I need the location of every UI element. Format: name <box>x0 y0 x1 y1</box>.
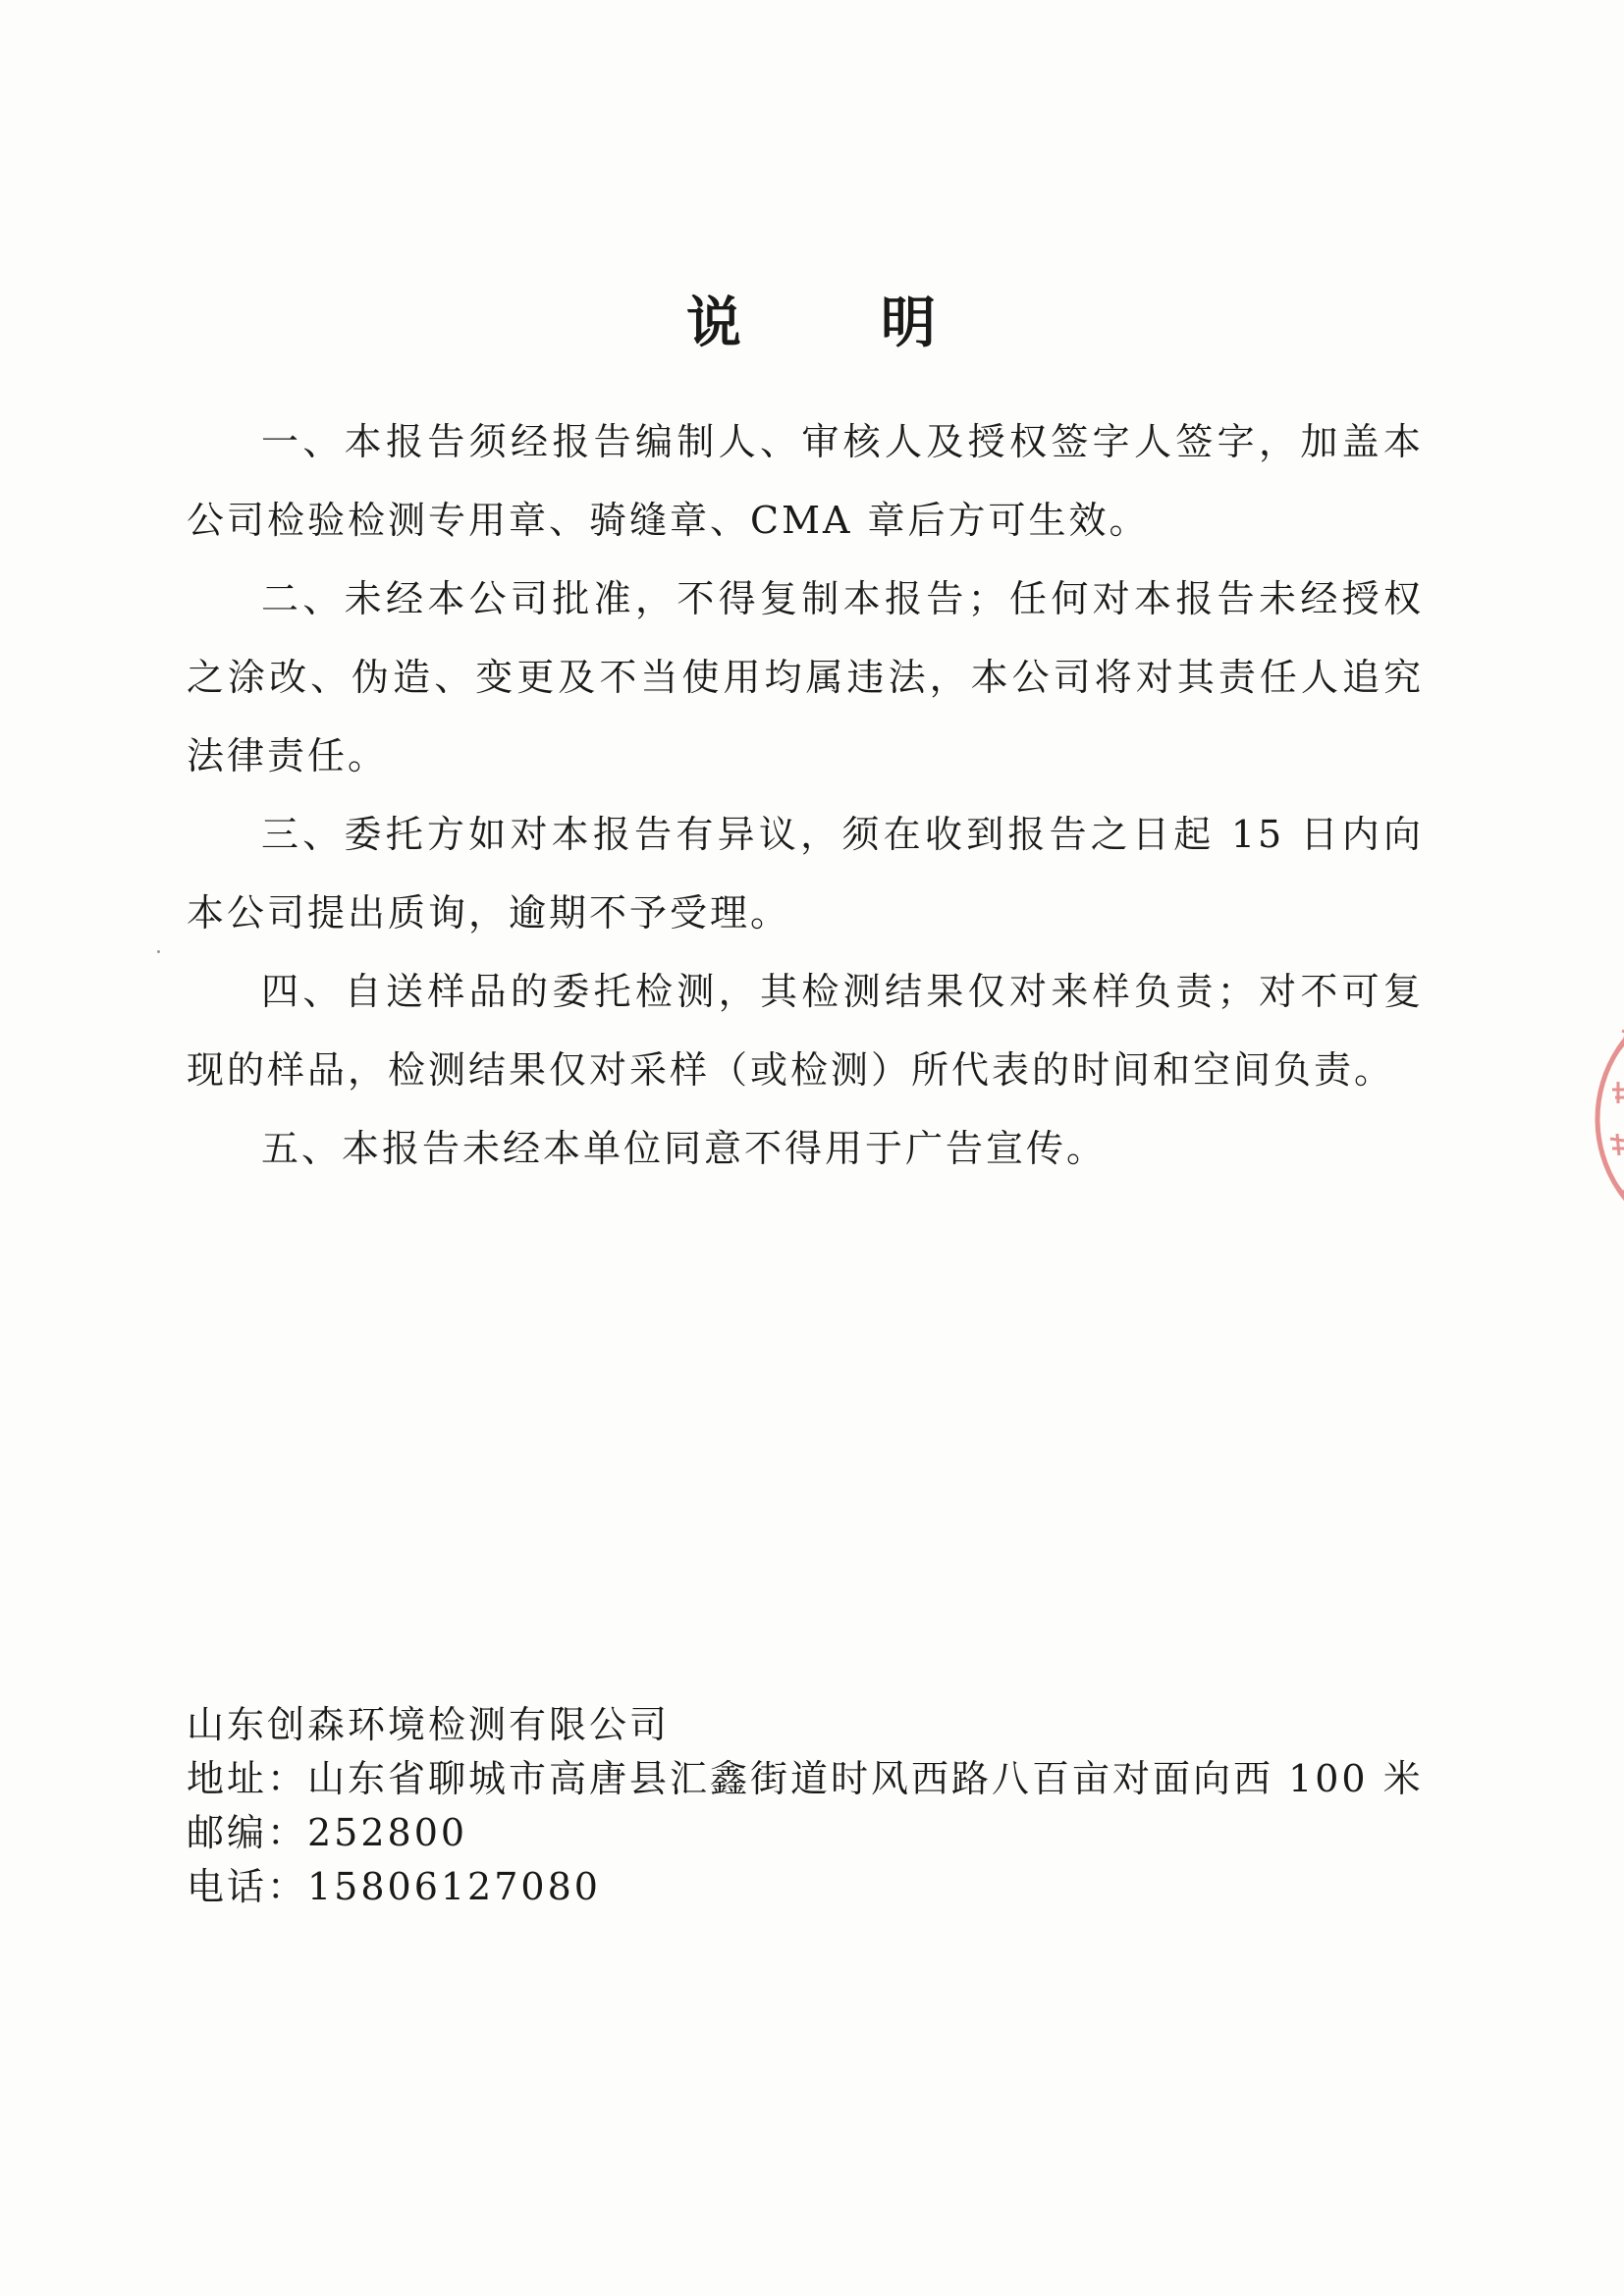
company-address: 地址：山东省聊城市高唐县汇鑫街道时风西路八百亩对面向西 100 米 <box>187 1757 1424 1800</box>
page-title <box>0 280 1624 358</box>
company-info <box>187 1698 1463 1914</box>
partial-seal-stamp <box>1583 991 1624 1247</box>
clause-1: 一、本报告须经报告编制人、审核人及授权签字人签字，加盖本公司检验检测专用章、骑缝章、CMA 章后方可生效。 <box>187 420 1424 542</box>
title-char-1: 说 <box>686 291 743 355</box>
clause-2: 二、未经本公司批准，不得复制本报告；任何对本报告未经授权之涂改、伪造、变更及不当使用均属违法，本公司将对其责任人追究法律责任。 <box>187 577 1424 777</box>
company-name: 山东创森环境检测有限公司 <box>187 1703 671 1746</box>
title-char-2: 明 <box>881 291 938 355</box>
clause-4: 四、自送样品的委托检测，其检测结果仅对来样负责；对不可复现的样品，检测结果仅对采样（或检测）所代表的时间和空间负责。 <box>187 970 1424 1092</box>
company-phone: 电话：15806127080 <box>187 1865 601 1908</box>
company-postcode: 邮编：252800 <box>187 1811 468 1854</box>
scan-artifact <box>157 950 160 953</box>
clause-3: 三、委托方如对本报告有异议，须在收到报告之日起 15 日内向本公司提出质询，逾期不予受理。 <box>187 813 1424 934</box>
clause-5: 五、本报告未经本单位同意不得用于广告宣传。 <box>261 1127 1108 1170</box>
clause-list <box>187 402 1424 1188</box>
